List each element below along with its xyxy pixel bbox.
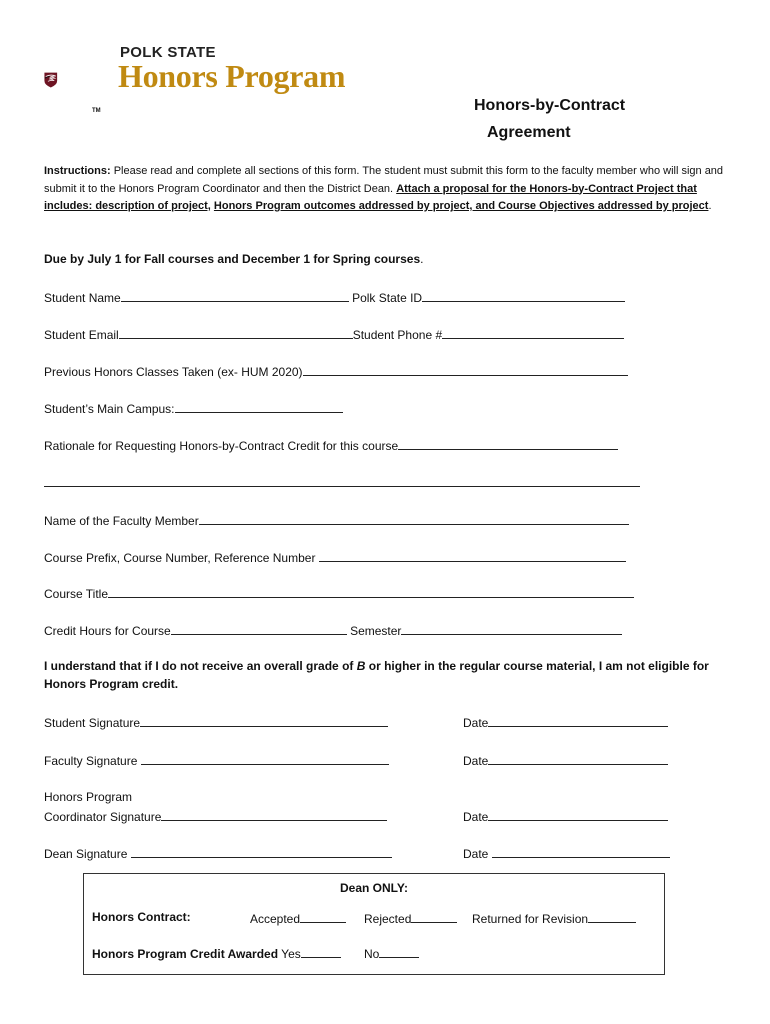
agreement-grade: B xyxy=(356,659,366,673)
credit-awarded-row xyxy=(92,945,341,961)
faculty-member-field[interactable] xyxy=(199,512,629,525)
due-dates-end: . xyxy=(420,252,424,266)
instructions-end: . xyxy=(708,200,712,212)
credit-yes-label: Yes xyxy=(281,947,301,961)
due-dates xyxy=(44,252,423,266)
rejected-option xyxy=(364,910,457,926)
credit-no-field[interactable] xyxy=(379,945,419,958)
course-prefix-field[interactable] xyxy=(319,549,626,562)
dean-only-title: Dean ONLY: xyxy=(340,881,409,895)
student-name-row xyxy=(44,289,625,305)
rationale-field-line2[interactable] xyxy=(44,486,640,487)
course-prefix-label: Course Prefix, Course Number, Reference Number xyxy=(44,551,316,565)
polk-state-id-field[interactable] xyxy=(422,289,625,302)
polk-state-id-label: Polk State ID xyxy=(352,291,423,305)
coordinator-signature-field[interactable] xyxy=(161,808,387,821)
dean-date-row xyxy=(463,845,670,861)
returned-field[interactable] xyxy=(588,910,636,923)
rejected-field[interactable] xyxy=(411,910,457,923)
main-campus-label: Student’s Main Campus: xyxy=(44,402,175,416)
credit-hours-row xyxy=(44,622,622,638)
instructions-paragraph xyxy=(44,163,734,216)
faculty-date-label: Date xyxy=(463,754,489,768)
due-dates-text: Due by July 1 for Fall courses and December 1 for Spring courses xyxy=(44,252,421,266)
page-title-line1: Honors-by-Contract xyxy=(474,97,626,114)
dean-date-field[interactable] xyxy=(492,845,670,858)
rejected-label: Rejected xyxy=(364,912,412,926)
logo-top-text: POLK STATE xyxy=(120,44,216,61)
faculty-date-row xyxy=(463,752,668,768)
main-campus-field[interactable] xyxy=(175,400,343,413)
coordinator-date-row xyxy=(463,808,668,824)
rationale-row xyxy=(44,437,618,453)
dean-date-label: Date xyxy=(463,847,489,861)
student-email-label: Student Email xyxy=(44,328,119,342)
faculty-signature-row xyxy=(44,752,389,768)
student-date-label: Date xyxy=(463,716,489,730)
coordinator-signature-label: Coordinator Signature xyxy=(44,810,162,824)
semester-label: Semester xyxy=(350,624,402,638)
student-email-field[interactable] xyxy=(119,326,353,339)
instructions-text: Please read and complete all sections of this form. The student must submit this form to the faculty member who will sign and submit it to the Honors Program Coordinator and then the District Dean. xyxy=(44,165,724,195)
previous-classes-field[interactable] xyxy=(303,363,628,376)
credit-no-row xyxy=(364,945,419,961)
instructions-attach-proposal: Attach a proposal for the Honors-by-Contract Project that includes: description of project, xyxy=(44,182,697,212)
credit-hours-label: Credit Hours for Course xyxy=(44,624,171,638)
course-prefix-row xyxy=(44,549,626,565)
student-signature-row xyxy=(44,714,388,730)
agreement-text-a: I understand that if I do not receive an overall grade of xyxy=(44,659,354,673)
course-title-label: Course Title xyxy=(44,587,109,601)
coordinator-signature-row xyxy=(44,808,387,824)
course-title-row xyxy=(44,585,634,601)
student-email-row xyxy=(44,326,624,342)
accepted-option xyxy=(250,910,346,926)
coordinator-date-field[interactable] xyxy=(488,808,668,821)
accepted-field[interactable] xyxy=(300,910,346,923)
student-date-field[interactable] xyxy=(488,714,668,727)
faculty-signature-label: Faculty Signature xyxy=(44,754,138,768)
credit-awarded-label: Honors Program Credit Awarded xyxy=(92,947,279,961)
agreement-line1 xyxy=(44,659,709,673)
dean-signature-field[interactable] xyxy=(131,845,392,858)
page-title-line2: Agreement xyxy=(487,124,571,141)
previous-classes-row xyxy=(44,363,628,379)
credit-no-label: No xyxy=(364,947,380,961)
agreement-text-b: or higher in the regular course material, I am not eligible for xyxy=(368,659,709,673)
polk-state-shield-logo xyxy=(44,44,114,116)
faculty-date-field[interactable] xyxy=(488,752,668,765)
dean-signature-label: Dean Signature xyxy=(44,847,128,861)
student-name-field[interactable] xyxy=(121,289,349,302)
faculty-member-label: Name of the Faculty Member xyxy=(44,514,199,528)
logo-main-text: Honors Program xyxy=(118,58,346,94)
student-name-label: Student Name xyxy=(44,291,121,305)
main-campus-row xyxy=(44,400,343,416)
accepted-label: Accepted xyxy=(250,912,301,926)
returned-label: Returned for Revision xyxy=(472,912,589,926)
course-title-field[interactable] xyxy=(108,585,634,598)
instructions-label: Instructions: xyxy=(44,165,111,177)
student-phone-label: Student Phone # xyxy=(352,328,443,342)
faculty-member-row xyxy=(44,512,629,528)
coordinator-label-line1: Honors Program xyxy=(44,790,133,804)
student-date-row xyxy=(463,714,668,730)
returned-option xyxy=(472,910,636,926)
agreement-line2: Honors Program credit. xyxy=(44,677,179,691)
instructions-outcomes: Honors Program outcomes addressed by project, and Course Objectives addressed by project xyxy=(213,200,709,212)
semester-field[interactable] xyxy=(401,622,622,635)
student-phone-field[interactable] xyxy=(442,326,624,339)
rationale-field[interactable] xyxy=(398,437,618,450)
student-signature-label: Student Signature xyxy=(44,716,141,730)
rationale-label: Rationale for Requesting Honors-by-Contract Credit for this course xyxy=(44,439,399,453)
trademark-mark: TM xyxy=(92,108,101,114)
credit-yes-field[interactable] xyxy=(301,945,341,958)
student-signature-field[interactable] xyxy=(140,714,388,727)
dean-signature-row xyxy=(44,845,392,861)
honors-contract-label: Honors Contract: xyxy=(92,910,191,924)
faculty-signature-field[interactable] xyxy=(141,752,389,765)
credit-hours-field[interactable] xyxy=(171,622,347,635)
previous-classes-label: Previous Honors Classes Taken (ex- HUM 2020) xyxy=(44,365,303,379)
coordinator-date-label: Date xyxy=(463,810,489,824)
